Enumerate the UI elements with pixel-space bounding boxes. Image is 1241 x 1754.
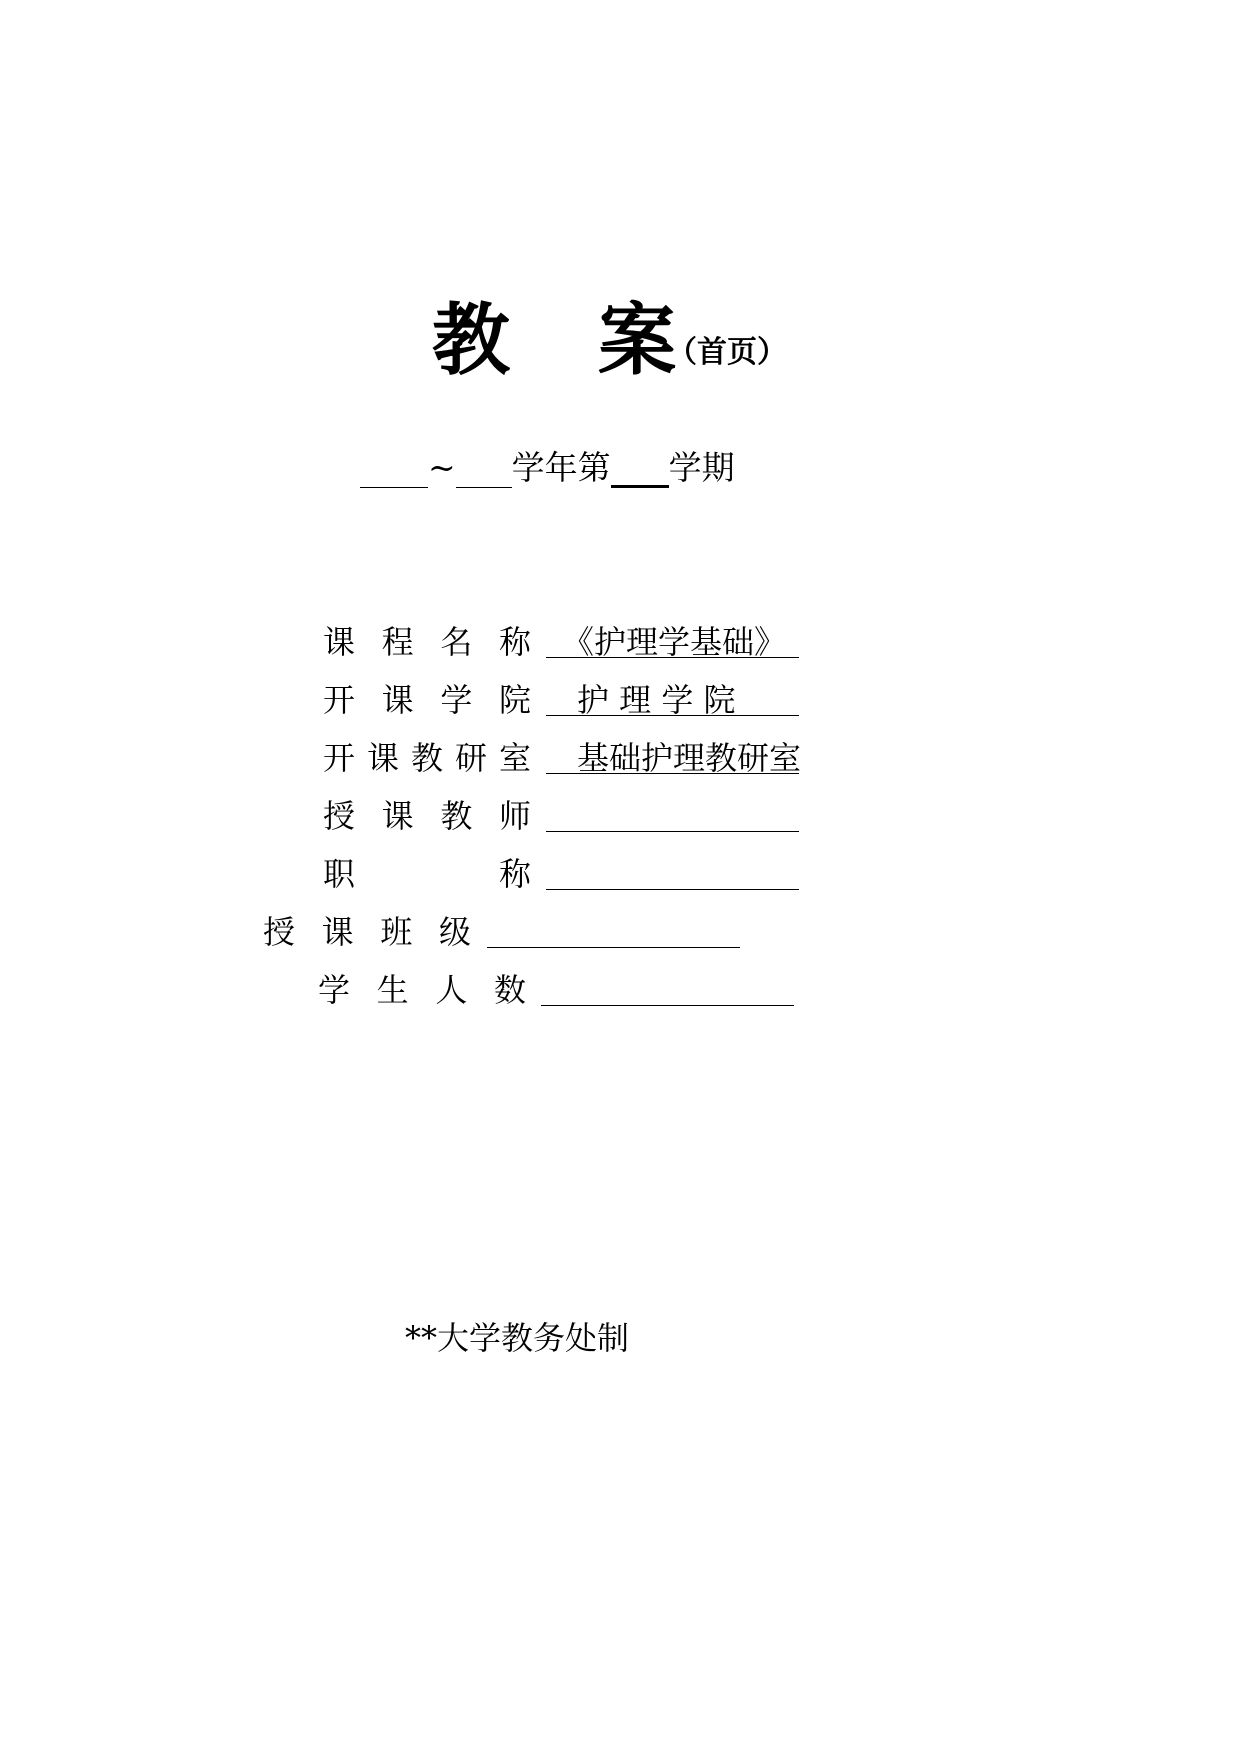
semester-tilde: ~ <box>428 448 456 487</box>
title-subtitle: （首页） <box>667 335 787 370</box>
department-label: 开 课 教 研 室 <box>323 739 531 777</box>
title-char-an: 案 <box>598 296 677 386</box>
issuer-footer: **大学教务处制 <box>405 1319 630 1357</box>
teacher-label: 授 课 教 师 <box>323 797 531 835</box>
semester-line <box>360 448 735 488</box>
semester-start-year-blank <box>360 457 428 488</box>
title-rank-field <box>546 852 799 890</box>
students-field <box>541 968 794 1006</box>
semester-text-year: 学年第 <box>511 448 611 487</box>
college-field <box>546 678 799 719</box>
class-field <box>487 910 740 948</box>
course-name-field <box>546 620 799 661</box>
department-value: 基础护理教研室 <box>577 739 802 777</box>
title-char-jiao: 教 <box>432 296 511 386</box>
college-label: 开 课 学 院 <box>323 681 531 719</box>
department-field <box>546 736 802 777</box>
semester-number-blank <box>611 455 669 488</box>
class-label: 授 课 班 级 <box>263 913 471 951</box>
college-value: 护 理 学 院 <box>577 681 736 719</box>
course-name-label: 课 程 名 称 <box>323 623 531 661</box>
title-rank-label: 职 称 <box>323 855 531 893</box>
semester-text-term: 学期 <box>668 448 735 487</box>
students-label: 学 生 人 数 <box>318 971 526 1009</box>
course-name-value: 《护理学基础》 <box>562 623 787 661</box>
teacher-field <box>546 794 799 832</box>
semester-end-year-blank <box>456 457 512 488</box>
